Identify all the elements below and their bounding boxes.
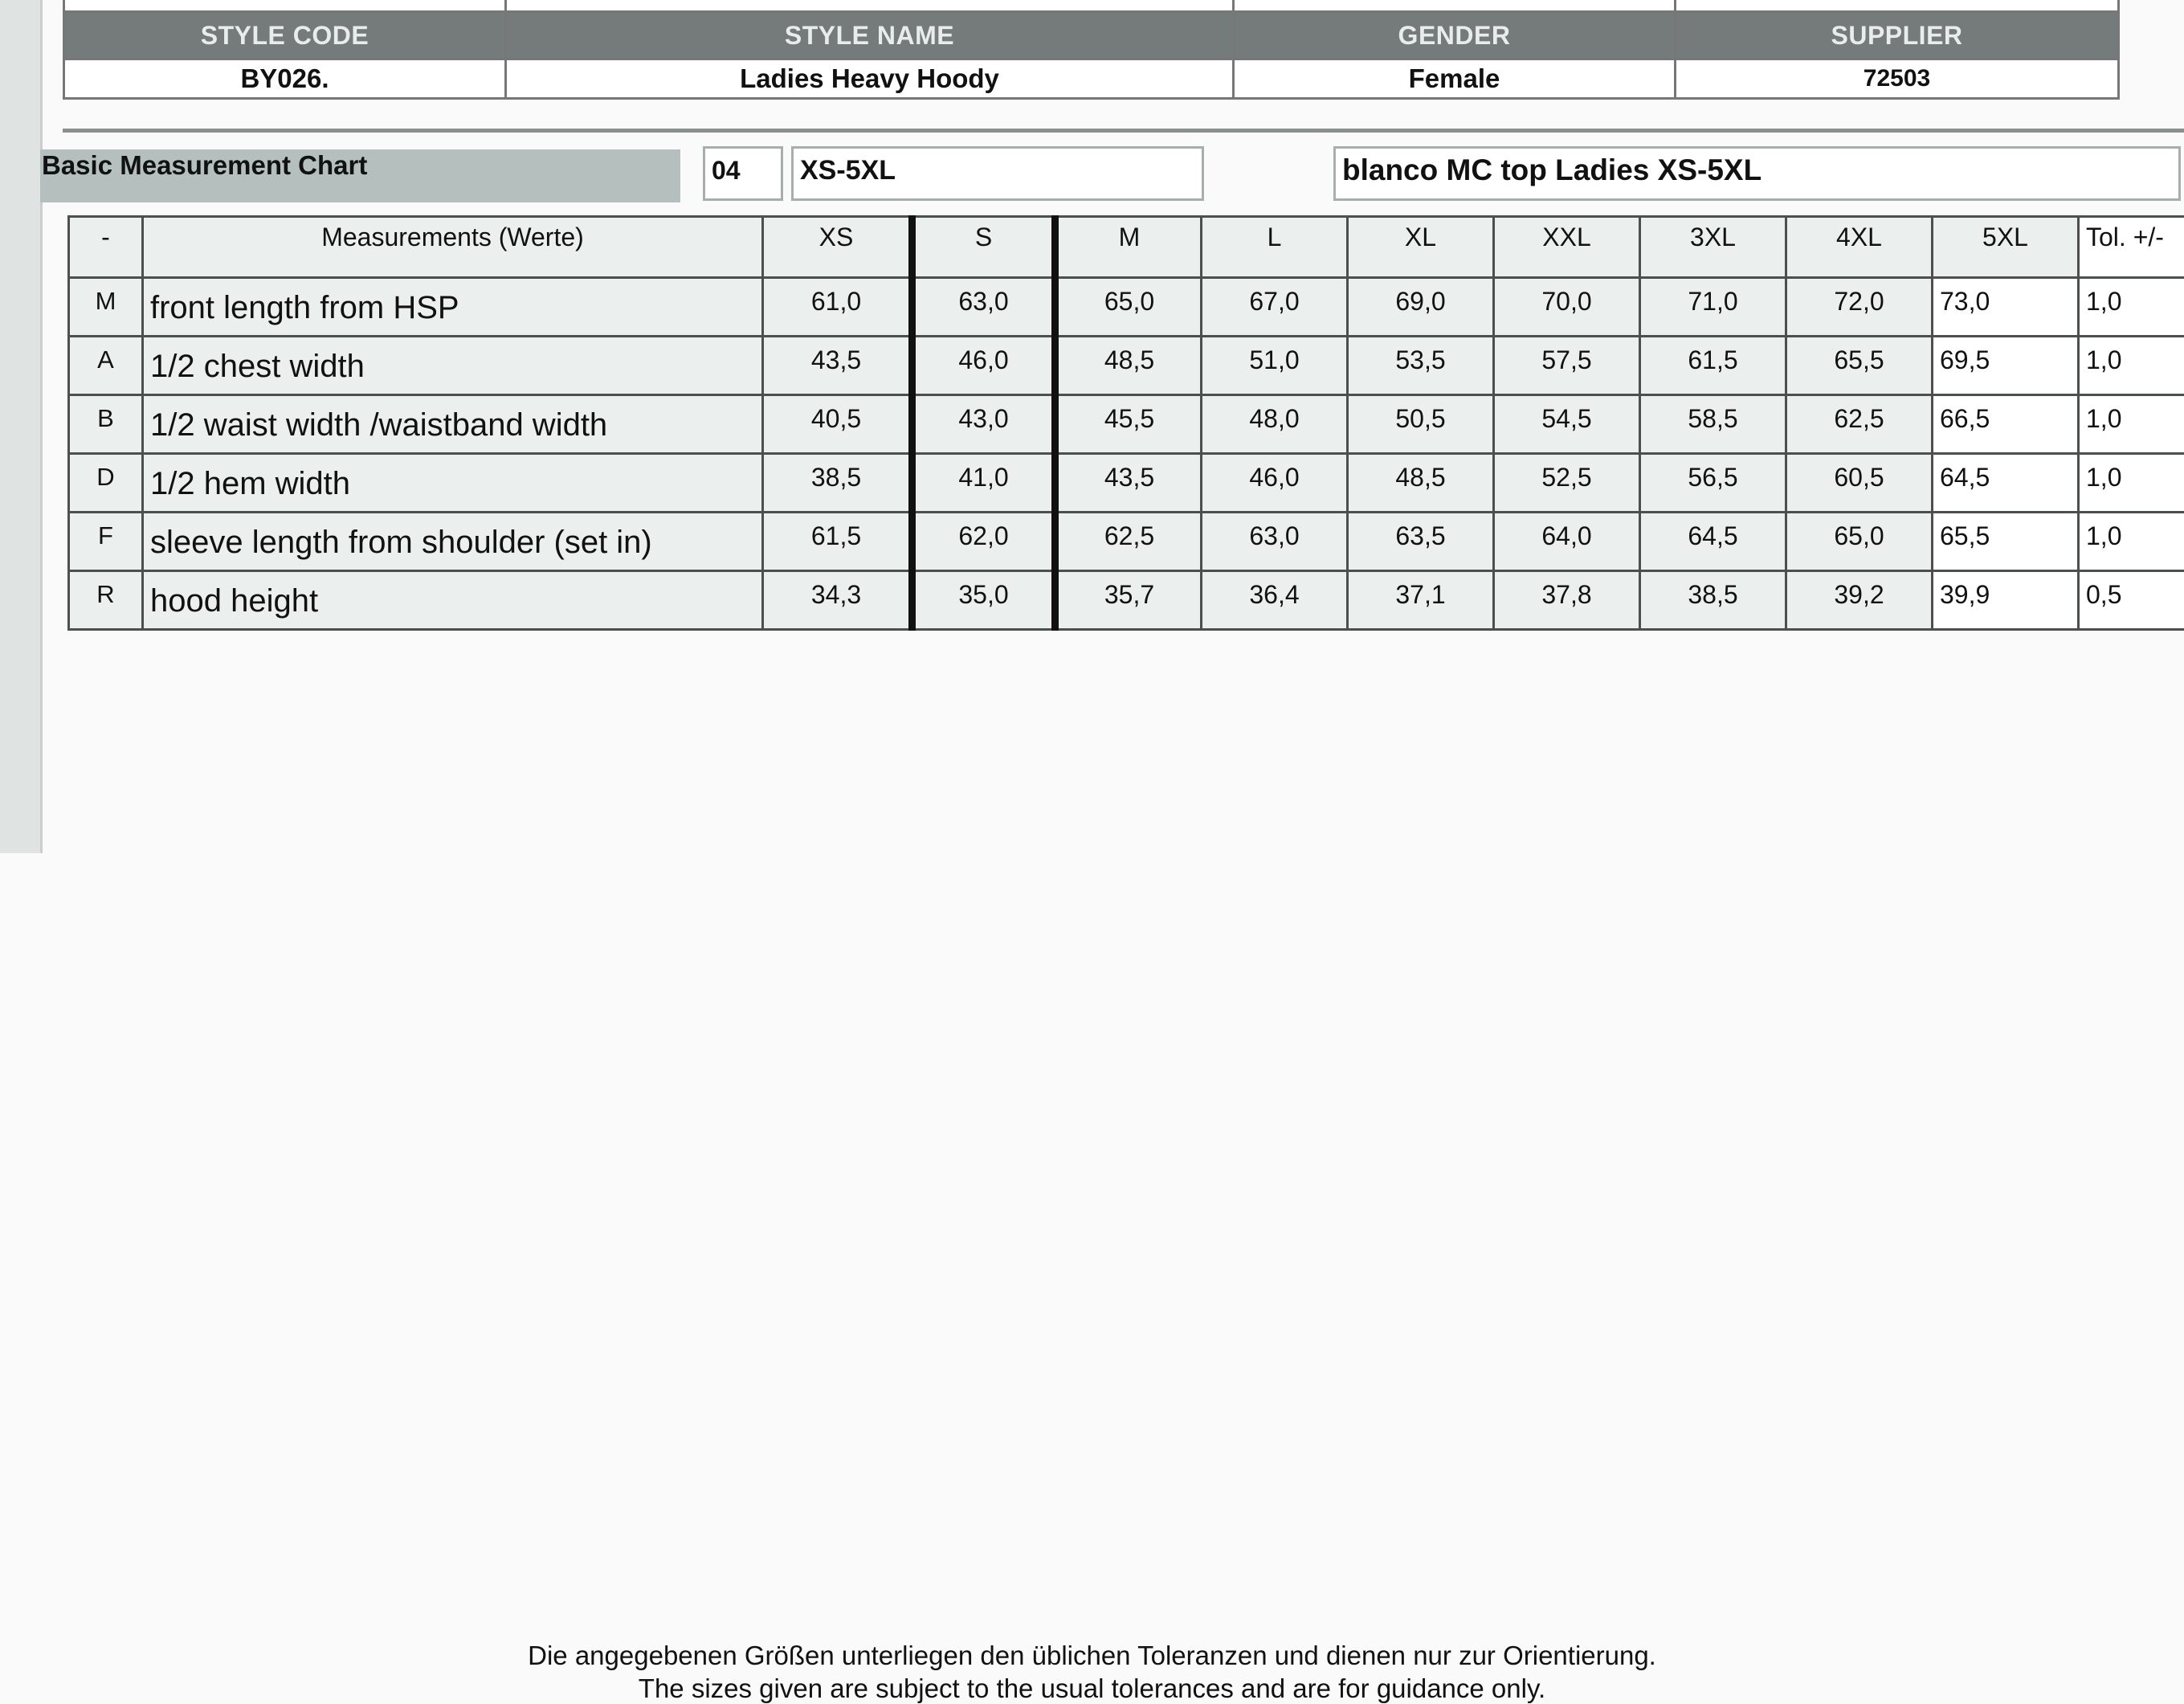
measurement-row xyxy=(69,454,2184,513)
measurement-tolerance: 0,5 xyxy=(2079,571,2184,630)
measurement-value-l: 63,0 xyxy=(1202,513,1348,571)
measurement-value-3xl: 58,5 xyxy=(1640,395,1786,454)
size-code-box: 04 xyxy=(703,146,783,201)
measurement-header-row xyxy=(69,217,2184,278)
gender-header: GENDER xyxy=(1234,12,1676,59)
measurement-row xyxy=(69,513,2184,571)
measurement-value-3xl: 56,5 xyxy=(1640,454,1786,513)
measurement-value-5xl: 73,0 xyxy=(1933,278,2079,337)
measurement-tolerance: 1,0 xyxy=(2079,337,2184,395)
measurement-label: front length from HSP xyxy=(143,278,763,337)
measurement-value-l: 46,0 xyxy=(1202,454,1348,513)
footer-note-english: The sizes given are subject to the usual tolerances and are for guidance only. xyxy=(0,1673,2184,1704)
measurement-value-s: 35,0 xyxy=(912,571,1055,630)
measurement-code: A xyxy=(69,337,143,395)
measurement-value-s: 41,0 xyxy=(912,454,1055,513)
measurement-code: F xyxy=(69,513,143,571)
measurement-value-xl: 63,5 xyxy=(1348,513,1494,571)
style-info-value-row xyxy=(64,59,2119,99)
section-divider xyxy=(63,129,2184,133)
size-header-xl: XL xyxy=(1348,217,1494,278)
measurement-value-m: 62,5 xyxy=(1055,513,1202,571)
measurement-value-xs: 34,3 xyxy=(763,571,912,630)
measurement-tolerance: 1,0 xyxy=(2079,395,2184,454)
measurement-value-xl: 69,0 xyxy=(1348,278,1494,337)
measurement-tolerance: 1,0 xyxy=(2079,454,2184,513)
measurement-value-m: 35,7 xyxy=(1055,571,1202,630)
supplier-header: SUPPLIER xyxy=(1676,12,2119,59)
measurement-value-xl: 50,5 xyxy=(1348,395,1494,454)
measurement-value-l: 48,0 xyxy=(1202,395,1348,454)
size-range-box: XS-5XL xyxy=(791,146,1204,201)
measurement-value-m: 43,5 xyxy=(1055,454,1202,513)
measurement-value-4xl: 39,2 xyxy=(1786,571,1933,630)
size-header-5xl: 5XL xyxy=(1933,217,2079,278)
size-header-l: L xyxy=(1202,217,1348,278)
measurement-value-4xl: 65,0 xyxy=(1786,513,1933,571)
left-margin-bar xyxy=(0,0,43,853)
measurement-value-xs: 61,5 xyxy=(763,513,912,571)
measurement-label: 1/2 chest width xyxy=(143,337,763,395)
measurement-value-xs: 43,5 xyxy=(763,337,912,395)
measurement-value-3xl: 71,0 xyxy=(1640,278,1786,337)
measurement-value-m: 45,5 xyxy=(1055,395,1202,454)
measurement-value-xl: 37,1 xyxy=(1348,571,1494,630)
measurement-value-5xl: 64,5 xyxy=(1933,454,2079,513)
measurement-value-xxl: 37,8 xyxy=(1494,571,1640,630)
chart-title: Basic Measurement Chart xyxy=(40,149,680,202)
measurement-code: R xyxy=(69,571,143,630)
measurement-value-l: 36,4 xyxy=(1202,571,1348,630)
measurement-value-4xl: 72,0 xyxy=(1786,278,1933,337)
supplier-value: 72503 xyxy=(1676,59,2119,99)
style-code-value: BY026. xyxy=(64,59,506,99)
style-info-header-row xyxy=(64,12,2119,59)
measurement-value-s: 63,0 xyxy=(912,278,1055,337)
size-header-xxl: XXL xyxy=(1494,217,1640,278)
gender-value: Female xyxy=(1234,59,1676,99)
measurement-value-xl: 48,5 xyxy=(1348,454,1494,513)
size-header-m: M xyxy=(1055,217,1202,278)
measurement-tolerance: 1,0 xyxy=(2079,513,2184,571)
measurement-label: sleeve length from shoulder (set in) xyxy=(143,513,763,571)
measurement-value-xs: 61,0 xyxy=(763,278,912,337)
measurement-value-3xl: 38,5 xyxy=(1640,571,1786,630)
measurements-header: Measurements (Werte) xyxy=(143,217,763,278)
measurement-value-4xl: 60,5 xyxy=(1786,454,1933,513)
measurement-value-5xl: 69,5 xyxy=(1933,337,2079,395)
measurement-value-m: 48,5 xyxy=(1055,337,1202,395)
measurement-value-xxl: 52,5 xyxy=(1494,454,1640,513)
measurement-value-m: 65,0 xyxy=(1055,278,1202,337)
measurement-value-xs: 38,5 xyxy=(763,454,912,513)
measurement-value-s: 62,0 xyxy=(912,513,1055,571)
measurement-value-5xl: 65,5 xyxy=(1933,513,2079,571)
measurement-value-l: 51,0 xyxy=(1202,337,1348,395)
style-info-table xyxy=(63,0,2120,100)
tolerance-header: Tol. +/- xyxy=(2079,217,2184,278)
measurement-label: 1/2 waist width /waistband width xyxy=(143,395,763,454)
measurement-label: hood height xyxy=(143,571,763,630)
size-header-s: S xyxy=(912,217,1055,278)
size-header-xs: XS xyxy=(763,217,912,278)
size-header-4xl: 4XL xyxy=(1786,217,1933,278)
size-header-3xl: 3XL xyxy=(1640,217,1786,278)
measurement-value-3xl: 64,5 xyxy=(1640,513,1786,571)
measurement-value-l: 67,0 xyxy=(1202,278,1348,337)
measurement-value-xxl: 70,0 xyxy=(1494,278,1640,337)
measurement-value-xxl: 64,0 xyxy=(1494,513,1640,571)
measurement-value-xs: 40,5 xyxy=(763,395,912,454)
measurement-value-xl: 53,5 xyxy=(1348,337,1494,395)
measurement-label: 1/2 hem width xyxy=(143,454,763,513)
measurement-value-3xl: 61,5 xyxy=(1640,337,1786,395)
range-description-box: blanco MC top Ladies XS-5XL xyxy=(1333,146,2181,201)
code-header: - xyxy=(69,217,143,278)
style-code-header: STYLE CODE xyxy=(64,12,506,59)
measurement-row xyxy=(69,395,2184,454)
measurement-row xyxy=(69,337,2184,395)
measurement-row xyxy=(69,571,2184,630)
measurement-value-5xl: 66,5 xyxy=(1933,395,2079,454)
measurement-code: B xyxy=(69,395,143,454)
style-name-value: Ladies Heavy Hoody xyxy=(506,59,1234,99)
measurement-value-xxl: 57,5 xyxy=(1494,337,1640,395)
measurement-value-4xl: 65,5 xyxy=(1786,337,1933,395)
style-name-header: STYLE NAME xyxy=(506,12,1234,59)
measurement-table xyxy=(67,215,2184,631)
measurement-value-s: 46,0 xyxy=(912,337,1055,395)
measurement-row xyxy=(69,278,2184,337)
measurement-code: D xyxy=(69,454,143,513)
measurement-tolerance: 1,0 xyxy=(2079,278,2184,337)
measurement-value-4xl: 62,5 xyxy=(1786,395,1933,454)
measurement-value-xxl: 54,5 xyxy=(1494,395,1640,454)
measurement-value-5xl: 39,9 xyxy=(1933,571,2079,630)
measurement-code: M xyxy=(69,278,143,337)
footer-note-german: Die angegebenen Größen unterliegen den üblichen Toleranzen und dienen nur zur Orientierung. xyxy=(0,1641,2184,1671)
measurement-value-s: 43,0 xyxy=(912,395,1055,454)
style-info-top-row xyxy=(64,0,2119,12)
